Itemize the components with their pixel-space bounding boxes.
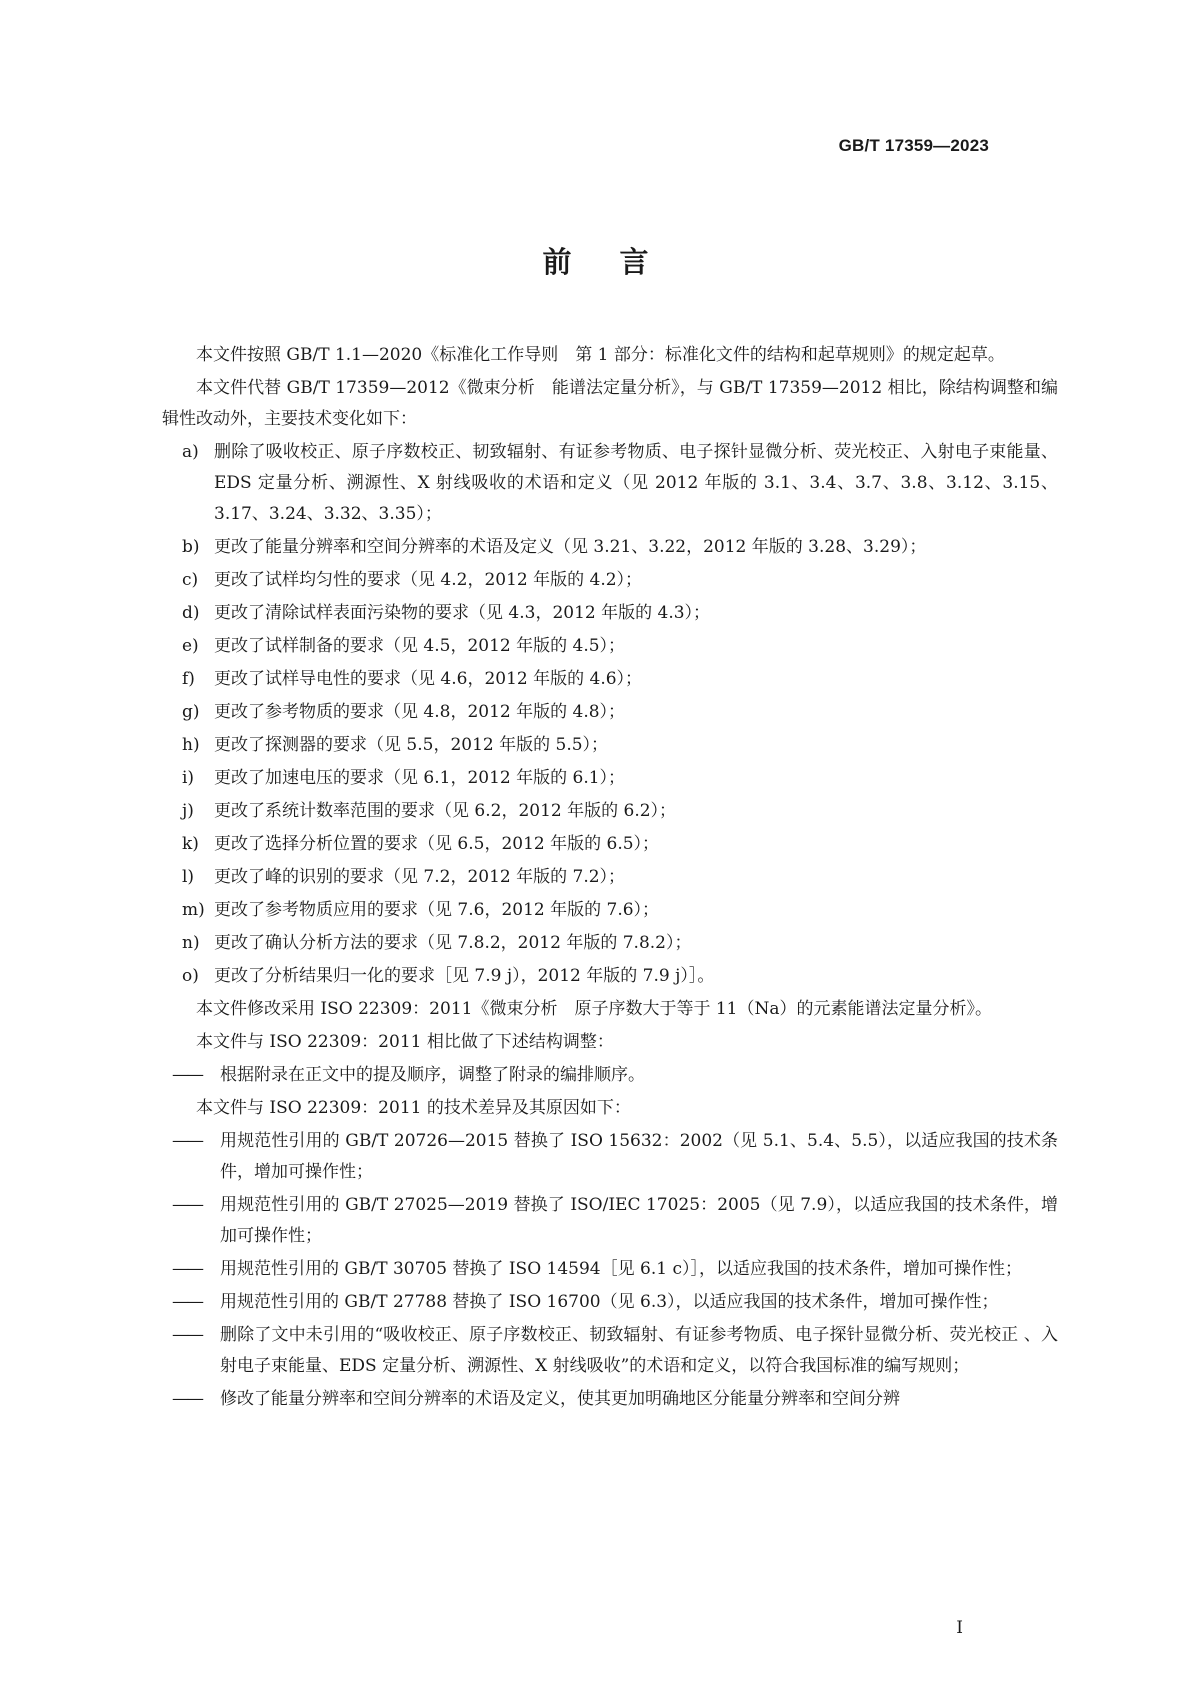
tech-item [162, 1384, 1058, 1415]
change-item [162, 862, 1058, 893]
change-label: j) [182, 801, 194, 821]
change-text: 更改了加速电压的要求（见 6.1，2012 年版的 6.1）； [214, 768, 626, 788]
change-label: e) [182, 636, 199, 656]
change-text: 更改了试样均匀性的要求（见 4.2，2012 年版的 4.2）； [214, 570, 643, 590]
tech-item [162, 1320, 1058, 1382]
change-text: 更改了系统计数率范围的要求（见 6.2，2012 年版的 6.2）； [214, 801, 677, 821]
paragraph-replacement: 本文件代替 GB/T 17359—2012《微束分析 能谱法定量分析》，与 GB/T 17359—2012 相比，除结构调整和编辑性改动外，主要技术变化如下： [162, 378, 1058, 429]
structure-item-text: 根据附录在正文中的提及顺序，调整了附录的编排顺序。 [220, 1065, 645, 1085]
dash-mark: —— [172, 1292, 202, 1312]
paragraph-drafting-basis: 本文件按照 GB/T 1.1—2020《标准化工作导则 第 1 部分：标准化文件的结构和起草规则》的规定起草。 [196, 345, 1005, 365]
dash-mark: —— [172, 1259, 202, 1279]
change-label: f) [182, 669, 195, 689]
paragraph-adoption: 本文件修改采用 ISO 22309：2011《微束分析 原子序数大于等于 11（Na）的元素能谱法定量分析》。 [196, 999, 992, 1019]
change-item [162, 763, 1058, 794]
change-item [162, 664, 1058, 695]
change-label: h) [182, 735, 200, 755]
change-label: g) [182, 702, 200, 722]
change-item [162, 631, 1058, 662]
change-text: 删除了吸收校正、原子序数校正、韧致辐射、有证参考物质、电子探针显微分析、荧光校正、入射电子束能量、EDS 定量分析、溯源性、X 射线吸收的术语和定义（见 2012 年版的 3.1、3.4、3.7、3.8、3.12、3.15、3.17、3.24、3.32、3.35）； [214, 442, 1058, 524]
change-item [162, 895, 1058, 926]
change-text: 更改了参考物质的要求（见 4.8，2012 年版的 4.8）； [214, 702, 626, 722]
tech-item [162, 1254, 1058, 1285]
change-label: k) [182, 834, 199, 854]
change-item [162, 565, 1058, 596]
paragraph-tech-intro: 本文件与 ISO 22309：2011 的技术差异及其原因如下： [196, 1098, 631, 1118]
tech-item-text: 删除了文中未引用的“吸收校正、原子序数校正、韧致辐射、有证参考物质、电子探针显微分析、荧光校正 、入射电子束能量、EDS 定量分析、溯源性、X 射线吸收”的术语和定义，以符合我国标准的编写规则； [220, 1325, 1058, 1376]
standard-number: GB/T 17359—2023 [838, 136, 989, 155]
change-item [162, 961, 1058, 992]
change-label: b) [182, 537, 200, 557]
change-item [162, 730, 1058, 761]
change-text: 更改了探测器的要求（见 5.5，2012 年版的 5.5）； [214, 735, 609, 755]
change-text: 更改了分析结果归一化的要求［见 7.9 j），2012 年版的 7.9 j）］。 [214, 966, 715, 986]
dash-mark: —— [172, 1195, 202, 1215]
change-text: 更改了选择分析位置的要求（见 6.5，2012 年版的 6.5）； [214, 834, 660, 854]
change-item [162, 796, 1058, 827]
tech-item-text: 修改了能量分辨率和空间分辨率的术语及定义，使其更加明确地区分能量分辨率和空间分辨 [220, 1389, 900, 1409]
tech-item [162, 1190, 1058, 1252]
change-item [162, 928, 1058, 959]
dash-mark: —— [172, 1325, 202, 1345]
change-label: o) [182, 966, 199, 986]
changes-list [162, 437, 1058, 992]
tech-item [162, 1287, 1058, 1318]
page-title: 前言 [542, 245, 697, 279]
change-text: 更改了能量分辨率和空间分辨率的术语及定义（见 3.21、3.22，2012 年版的 3.28、3.29）； [214, 537, 927, 557]
change-text: 更改了清除试样表面污染物的要求（见 4.3，2012 年版的 4.3）； [214, 603, 711, 623]
change-text: 更改了参考物质应用的要求（见 7.6，2012 年版的 7.6）； [214, 900, 660, 920]
document-body [162, 340, 1058, 1417]
tech-item-text: 用规范性引用的 GB/T 30705 替换了 ISO 14594［见 6.1 c）］，以适应我国的技术条件，增加可操作性； [220, 1259, 1022, 1279]
change-item [162, 829, 1058, 860]
change-text: 更改了试样导电性的要求（见 4.6，2012 年版的 4.6）； [214, 669, 643, 689]
structure-item [162, 1060, 1058, 1091]
tech-item-text: 用规范性引用的 GB/T 20726—2015 替换了 ISO 15632：2002（见 5.1、5.4、5.5），以适应我国的技术条件，增加可操作性； [220, 1131, 1058, 1182]
tech-item-text: 用规范性引用的 GB/T 27788 替换了 ISO 16700（见 6.3），以适应我国的技术条件，增加可操作性； [220, 1292, 999, 1312]
dash-mark: —— [172, 1065, 202, 1085]
change-item [162, 437, 1058, 530]
change-label: n) [182, 933, 200, 953]
change-item [162, 598, 1058, 629]
change-label: i) [182, 768, 195, 788]
change-label: a) [182, 442, 199, 462]
dash-mark: —— [172, 1131, 202, 1151]
change-label: m) [182, 900, 205, 920]
change-item [162, 532, 1058, 563]
change-text: 更改了确认分析方法的要求（见 7.8.2，2012 年版的 7.8.2）； [214, 933, 692, 953]
page-number: I [956, 1618, 963, 1638]
change-text: 更改了峰的识别的要求（见 7.2，2012 年版的 7.2）； [214, 867, 626, 887]
change-label: l) [182, 867, 195, 887]
change-text: 更改了试样制备的要求（见 4.5，2012 年版的 4.5）； [214, 636, 626, 656]
change-label: d) [182, 603, 200, 623]
paragraph-structure-intro: 本文件与 ISO 22309：2011 相比做了下述结构调整： [196, 1032, 614, 1052]
change-item [162, 697, 1058, 728]
dash-mark: —— [172, 1389, 202, 1409]
tech-item-text: 用规范性引用的 GB/T 27025—2019 替换了 ISO/IEC 17025：2005（见 7.9），以适应我国的技术条件，增加可操作性； [220, 1195, 1058, 1246]
change-label: c) [182, 570, 199, 590]
tech-item [162, 1126, 1058, 1188]
